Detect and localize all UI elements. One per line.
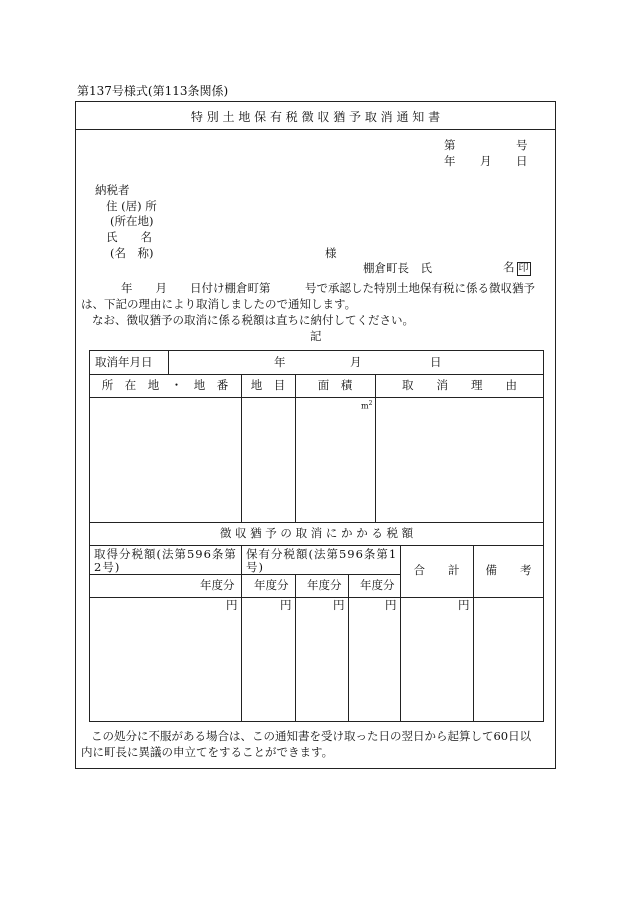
area-unit-sup: 2	[368, 400, 373, 407]
yen-marker: 円	[226, 598, 238, 612]
honorific: 様	[325, 246, 337, 260]
form-number: 第137号様式(第113条関係)	[77, 84, 229, 98]
yen-marker: 円	[458, 598, 470, 612]
col-divider	[241, 545, 242, 722]
seal-stamp: 印	[518, 263, 529, 274]
issuer-title: 棚倉町長 氏	[363, 261, 432, 275]
col-divider	[375, 374, 376, 522]
date-year: 年	[444, 154, 456, 168]
header-area: 面 積	[317, 378, 353, 392]
col-divider	[348, 574, 349, 722]
total-label: 合 計	[413, 563, 460, 577]
col-divider	[295, 574, 296, 722]
yen-marker: 円	[280, 598, 292, 612]
year-portion-4: 年度分	[360, 578, 395, 592]
row-divider	[89, 574, 400, 575]
area-unit	[361, 401, 372, 411]
tax-section-title: 徴 収 猶 予 の 取 消 に か か る 税 額	[219, 526, 414, 540]
date-day: 日	[516, 154, 528, 168]
row-divider	[89, 545, 544, 546]
cancel-date-year: 年	[274, 355, 286, 369]
cancel-date-month: 月	[350, 355, 362, 369]
body-line-1: 年 月 日付け棚倉町第 号で承認した特別土地保有税に係る徴収猶予	[121, 281, 535, 295]
doc-number-suffix: 号	[516, 138, 528, 152]
doc-number-prefix: 第	[444, 138, 456, 152]
taxpayer-address: 住 (居) 所	[106, 199, 157, 213]
acquisition-tax-label: 取得分税額(法第596条第2号)	[94, 547, 237, 574]
body-line-2: は、下記の理由により取消しましたので通知します。	[81, 297, 357, 311]
appeal-note-line-1: この処分に不服がある場合は、この通知書を受け取った日の翌日から起算して60日以	[91, 729, 532, 743]
row-divider	[89, 397, 544, 398]
col-divider	[168, 350, 169, 374]
header-location: 所 在 地 ・ 地 番	[101, 378, 229, 392]
yen-marker: 円	[333, 598, 345, 612]
issuer-seal-area	[503, 262, 531, 276]
header-reason: 取 消 理 由	[402, 378, 517, 392]
taxpayer-heading: 納税者	[95, 183, 130, 197]
col-divider	[295, 374, 296, 522]
document-title: 特 別 土 地 保 有 税 徴 収 猶 予 取 消 通 知 書	[190, 110, 441, 124]
body-line-3: なお、徴収猶予の取消に係る税額は直ちに納付してください。	[92, 313, 414, 327]
issuer-seal-label: 名	[503, 260, 515, 274]
row-divider	[89, 374, 544, 375]
cancel-date-label: 取消年月日	[95, 355, 153, 369]
row-divider	[89, 522, 544, 523]
taxpayer-name-alt: (名 称)	[110, 246, 154, 260]
date-month: 月	[480, 154, 492, 168]
year-portion-2: 年度分	[254, 578, 289, 592]
remarks-label: 備 考	[485, 563, 532, 577]
ki-marker: 記	[310, 329, 322, 343]
cancel-date-day: 日	[430, 355, 442, 369]
taxpayer-location: (所在地)	[110, 214, 154, 228]
row-divider	[89, 597, 544, 598]
area-unit-base: m	[361, 401, 369, 411]
taxpayer-name: 氏 名	[106, 230, 152, 244]
appeal-note-line-2: 内に町長に異議の申立てをすることができます。	[81, 745, 334, 759]
col-divider	[241, 374, 242, 522]
holding-tax-label: 保有分税額(法第596条第1号)	[246, 547, 398, 574]
year-portion-3: 年度分	[307, 578, 342, 592]
header-land-type: 地 目	[250, 378, 286, 392]
year-portion-1: 年度分	[200, 578, 235, 592]
yen-marker: 円	[385, 598, 397, 612]
title-divider	[75, 129, 556, 130]
